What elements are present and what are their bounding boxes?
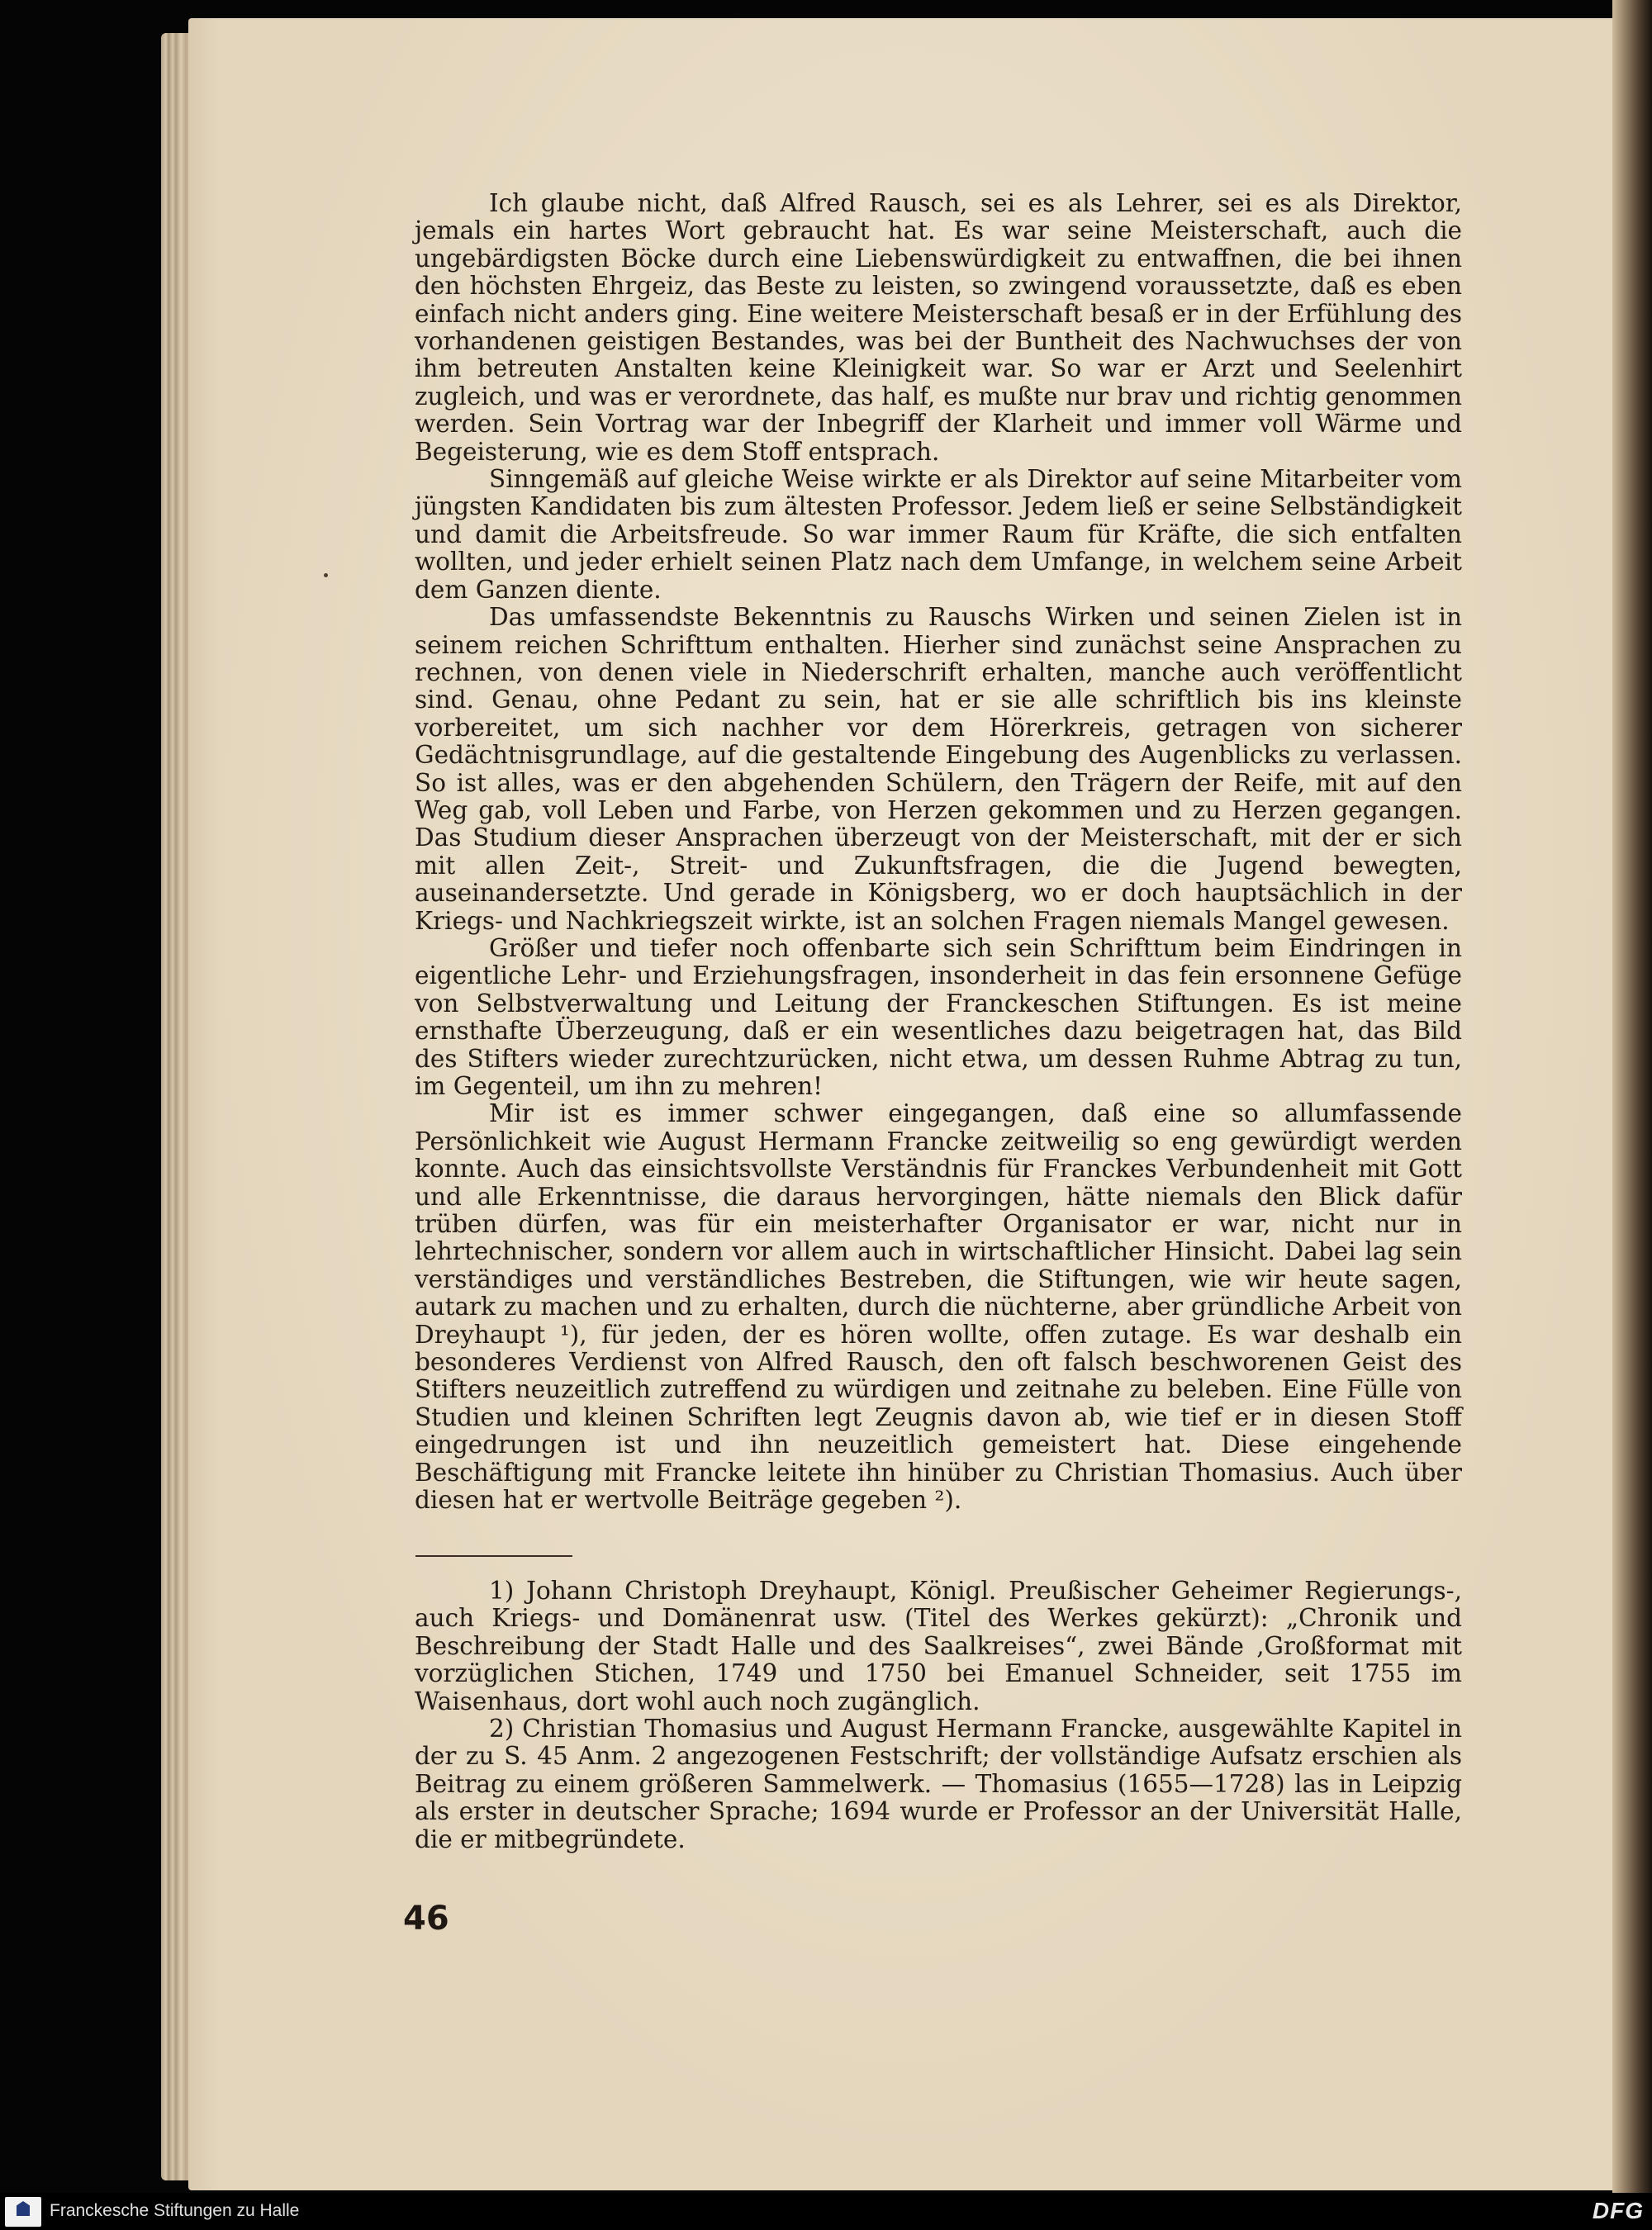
institution-link[interactable]: Franckesche Stiftungen zu Halle <box>50 2201 300 2220</box>
paragraph: Mir ist es immer schwer eingegangen, daß eine so allumfassende Persönlichkeit wie August Hermann Francke zeitweilig so eng gewürdigt werden konnte. Auch das einsichtsvollste Verständnis für Franckes Verbundenheit mit Gott und alle Erkenntnisse, die daraus hervorgingen, hätte niemals den Blick dafür trüben dürfen, was für ein meisterhafter Organisator er war, nicht nur in lehrtechnischer, sondern vor allem auch in wirtschaftlicher Hinsicht. Dabei lag sein verständiges und verständliches Bestreben, die Stiftungen, wie wir heute sagen, autark zu machen und zu erhalten, durch die nüchterne, aber gründliche Arbeit von Dreyhaupt ¹), für jeden, der es hören wollte, offen zutage. Es war deshalb ein besonderes Verdienst von Alfred Rausch, den oft falsch beschworenen Geist des Stifters neuzeitlich zutreffend zu würdigen und zeitnahe zu beleben. Eine Fülle von Studien und kleinen Schriften legt Zeugnis davon ab, wie tief er in diesen Stoff eingedrungen ist und ihn neuzeitlich gemeistert hat. Diese eingehende Beschäftigung mit Francke leitete ihn hinüber zu Christian Thomasius. Auch über diesen hat er wertvolle Beiträge gegeben ²). <box>415 1099 1462 1515</box>
dfg-logo[interactable]: DFG <box>1592 2198 1644 2223</box>
footnote: 1) Johann Christoph Dreyhaupt, Königl. Preußischer Geheimer Regierungs-, auch Kriegs- und Domänenrat usw. (Titel des Werkes gekürzt): „Chronik und Beschreibung der Stadt Halle und des Saalkreises“, zwei Bände ‚Großformat mit vorzüglichen Stichen, 1749 und 1750 bei Emanuel Schneider, seit 1755 im Waisenhaus, dort wohl auch noch zugänglich. <box>415 1577 1462 1715</box>
body-text <box>415 190 1462 1515</box>
footer-bar <box>0 2193 1652 2230</box>
paragraph: Das umfassendste Bekenntnis zu Rauschs Wirken und seinen Zielen ist in seinem reichen Schrifttum enthalten. Hierher sind zunächst seine Ansprachen zu rechnen, von denen viele in Niederschrift erhalten, manche auch veröffentlicht sind. Genau, ohne Pedant zu sein, hat er sie alle schriftlich bis ins kleinste vorbereitet, um sich nachher vor dem Hörerkreis, getragen von sicherer Gedächtnisgrundlage, auf die gestaltende Eingebung des Augenblicks zu verlassen. So ist alles, was er den abgehenden Schülern, den Trägern der Reife, mit auf den Weg gab, voll Leben und Farbe, von Herzen gekommen und zu Herzen gegangen. Das Studium dieser Ansprachen überzeugt von der Meisterschaft, mit der er sich mit allen Zeit-, Streit- und Zukunftsfragen, die die Jugend bewegten, auseinandersetzte. Und gerade in Königsberg, wo er doch hauptsächlich in der Kriegs- und Nachkriegszeit wirkte, ist an solchen Fragen niemals Mangel gewesen. <box>415 603 1462 935</box>
paragraph: Ich glaube nicht, daß Alfred Rausch, sei es als Lehrer, sei es als Direktor, jemals ein hartes Wort gebraucht hat. Es war seine Meisterschaft, auch die ungebärdigsten Böcke durch eine Liebenswürdigkeit zu entwaffnen, die bei ihnen den höchsten Ehrgeiz, das Beste zu leisten, so zwingend voraussetzte, daß es eben einfach nicht anders ging. Eine weitere Meisterschaft besaß er in der Erfühlung des vorhandenen geistigen Bestandes, was bei der Buntheit des Nachwuchses der von ihm betreuten Anstalten keine Kleinigkeit war. So war er Arzt und Seelenhirt zugleich, und was er verordnete, das half, es mußte nur brav und richtig genommen werden. Sein Vortrag war der Inbegriff der Klarheit und immer voll Wärme und Begeisterung, wie es dem Stoff entsprach. <box>415 189 1462 466</box>
footnotes <box>415 1578 1462 1853</box>
footnote-rule <box>415 1555 572 1557</box>
building-icon <box>17 2201 30 2216</box>
footnote: 2) Christian Thomasius und August Hermann Francke, ausgewählte Kapitel in der zu S. 45 Anm. 2 angezogenen Festschrift; der vollständige Aufsatz erschien als Beitrag zu einem größeren Sammelwerk. — Thomasius (1655—1728) las in Leipzig als erster in deutscher Sprache; 1694 wurde er Professor an der Universität Halle, die er mitbegründete. <box>415 1715 1462 1853</box>
paragraph: Sinngemäß auf gleiche Weise wirkte er als Direktor auf seine Mitarbeiter vom jüngsten Kandidaten bis zum ältesten Professor. Jedem ließ er seine Selbständigkeit und damit die Arbeitsfreude. So war immer Raum für Kräfte, die sich entfalten wollten, und jeder erhielt seinen Platz nach dem Umfange, in welchem seine Arbeit dem Ganzen diente. <box>415 465 1462 604</box>
page-number: 46 <box>403 1900 449 1938</box>
paragraph: Größer und tiefer noch offenbarte sich sein Schrifttum beim Eindringen in eigentliche Lehr- und Erziehungsfragen, insonderheit in das fein ersonnene Gefüge von Selbstverwaltung und Leitung der Franckeschen Stiftungen. Es ist meine ernsthafte Überzeugung, daß er ein wesentliches dazu beigetragen hat, das Bild des Stifters wieder zurechtzurücken, nicht etwa, um dessen Ruhme Abtrag zu tun, im Gegenteil, um ihn zu mehren! <box>415 933 1462 1100</box>
institution-logo-icon[interactable] <box>5 2197 41 2227</box>
margin-mark <box>324 573 328 577</box>
book-binding <box>1612 0 1652 2213</box>
